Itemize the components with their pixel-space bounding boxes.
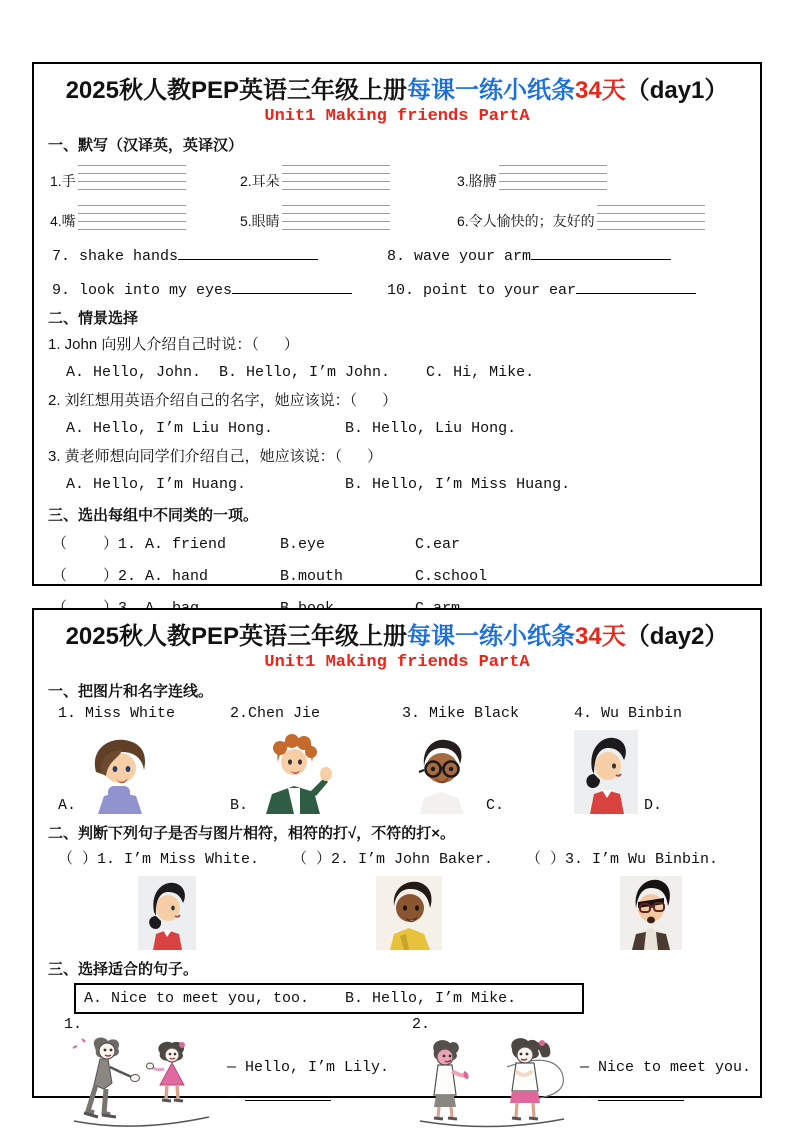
dash: — xyxy=(580,1089,590,1106)
question-options: A. Hello, I’m Huang. B. Hello, I’m Miss Huang. xyxy=(66,476,571,493)
section2-heading: 二、情景选择 xyxy=(48,310,139,327)
dictation-label: 5.眼睛 xyxy=(240,213,280,229)
person-glasses-vest-image xyxy=(620,876,682,950)
unit-subtitle: Unit1 Making friends PartA xyxy=(264,653,530,672)
question-stem: 3. 黄老师想向同学们介绍自己，她应该说：（ ） xyxy=(48,448,383,465)
judge-image-2 xyxy=(300,876,518,950)
dictation-item xyxy=(457,205,757,231)
section3-heading: 三、选出每组中不同类的一项。 xyxy=(48,507,259,524)
portrait-cell-b xyxy=(230,732,402,814)
question-options: A. Hello, I’m Liu Hong. B. Hello, Liu Hong. xyxy=(66,420,517,437)
answer-blank[interactable] xyxy=(245,1086,331,1101)
dictation-en-label: 8. wave your arm xyxy=(387,248,532,265)
match-name: 4. Wu Binbin xyxy=(574,705,683,722)
man-greeting-girl-scene-image xyxy=(64,1033,219,1133)
four-line-writing-blank[interactable] xyxy=(499,165,607,191)
odd-one-out-row: （ ）1. A. friend B.eye C.ear xyxy=(52,536,461,553)
dictation-item xyxy=(50,205,240,231)
dialog-1 xyxy=(64,1016,412,1133)
answer-blank[interactable] xyxy=(178,245,318,260)
dialog-row xyxy=(64,1016,760,1133)
unit-subtitle: Unit1 Making friends PartA xyxy=(264,107,530,126)
judge-items-row xyxy=(58,847,760,868)
dictation-en-item xyxy=(387,245,671,265)
portrait-label: C. xyxy=(486,797,505,814)
title-part-blue: 每课一练小纸条 xyxy=(407,77,575,104)
portrait-teacher-orange-hair-image xyxy=(254,732,340,814)
title-part-blue: 每课一练小纸条 xyxy=(407,623,575,650)
dialog-lines xyxy=(227,1053,389,1113)
match-name: 1. Miss White xyxy=(58,705,176,722)
dictation-label: 6.令人愉快的；友好的 xyxy=(457,213,595,229)
dialog-number: 1. xyxy=(64,1016,83,1033)
worksheet-day2 xyxy=(32,608,762,1106)
boy-yellow-shirt-image xyxy=(376,876,442,950)
title-part-red: 34天 xyxy=(575,77,626,104)
portrait-girl-red-top-image xyxy=(574,730,638,814)
title-part-black1: 2025秋人教PEP英语三年级上册 xyxy=(65,77,407,104)
dash: — xyxy=(227,1089,237,1106)
four-line-writing-blank[interactable] xyxy=(282,205,390,231)
dictation-item xyxy=(50,165,240,191)
portrait-cell-a xyxy=(58,734,230,814)
judge-item: （ ）3. I’m Wu Binbin. xyxy=(526,851,719,868)
dictation-label: 1.手 xyxy=(50,173,76,189)
dialog-lines xyxy=(580,1053,751,1113)
four-line-writing-blank[interactable] xyxy=(78,205,186,231)
dictation-en-row-2 xyxy=(52,279,760,299)
judge-image-3 xyxy=(542,876,760,950)
dictation-item xyxy=(457,165,717,191)
title-part-red: 34天 xyxy=(575,623,626,650)
portrait-label: A. xyxy=(58,797,77,814)
answer-blank[interactable] xyxy=(531,245,671,260)
dialog-number: 2. xyxy=(412,1016,431,1033)
four-line-writing-blank[interactable] xyxy=(597,205,705,231)
dictation-label: 3.胳膊 xyxy=(457,173,497,189)
answer-blank[interactable] xyxy=(598,1086,684,1101)
judge-item: （ ）1. I’m Miss White. xyxy=(58,851,260,868)
dictation-item xyxy=(240,205,457,231)
dialog-2 xyxy=(412,1016,760,1133)
dialog-line-1: — Nice to meet you. xyxy=(580,1059,752,1076)
dictation-en-row-1 xyxy=(52,245,760,265)
worksheet-day1 xyxy=(32,62,762,586)
match-name: 2.Chen Jie xyxy=(230,705,321,722)
sentence-options-box: A. Nice to meet you, too. B. Hello, I’m Mike. xyxy=(74,983,584,1014)
four-line-writing-blank[interactable] xyxy=(78,165,186,191)
judge-item: （ ）2. I’m John Baker. xyxy=(292,851,494,868)
section3-heading: 三、选择适合的句子。 xyxy=(48,961,199,978)
dictation-en-label: 9. look into my eyes xyxy=(52,282,233,299)
section2-heading: 二、判断下列句子是否与图片相符，相符的打√，不符的打×。 xyxy=(48,825,455,842)
four-line-writing-blank[interactable] xyxy=(282,165,390,191)
dialog-line-2 xyxy=(580,1083,751,1113)
dialog-line-1: — Hello, I’m Lily. xyxy=(227,1059,390,1076)
section1-heading: 一、把图片和名字连线。 xyxy=(48,683,214,700)
matching-portraits-row xyxy=(58,730,760,814)
question-options: A. Hello, John. B. Hello, I’m John. C. Hi, Mike. xyxy=(66,364,535,381)
dictation-en-item xyxy=(52,245,387,265)
dictation-row-1 xyxy=(50,165,760,191)
judge-images-row xyxy=(34,876,760,950)
boy-and-girl-talking-scene-image xyxy=(412,1033,572,1133)
title-part-black2: （day2） xyxy=(625,623,729,650)
title-part-black2: （day1） xyxy=(625,77,729,104)
portrait-label: D. xyxy=(644,797,663,814)
judge-image-1 xyxy=(58,876,276,950)
answer-blank[interactable] xyxy=(576,279,696,294)
dictation-en-label: 7. shake hands xyxy=(52,248,179,265)
dialog-line-2 xyxy=(227,1083,389,1113)
worksheet-title-day1 xyxy=(34,70,760,105)
question-stem: 2. 刘红想用英语介绍自己的名字，她应该说：（ ） xyxy=(48,392,398,409)
answer-blank[interactable] xyxy=(232,279,352,294)
girl-red-top-image xyxy=(138,876,196,950)
portrait-label: B. xyxy=(230,797,249,814)
dictation-row-2 xyxy=(50,205,760,231)
match-name: 3. Mike Black xyxy=(402,705,520,722)
worksheet-title-day2 xyxy=(34,616,760,651)
odd-one-out-row: （ ）2. A. hand B.mouth C.school xyxy=(52,568,488,585)
title-part-black1: 2025秋人教PEP英语三年级上册 xyxy=(65,623,407,650)
dictation-item xyxy=(240,165,457,191)
question-stem: 1. John 向别人介绍自己时说：（ ） xyxy=(48,336,299,353)
section1-heading: 一、默写（汉译英，英译汉） xyxy=(48,137,244,154)
dictation-en-label: 10. point to your ear xyxy=(387,282,577,299)
matching-names-row xyxy=(58,705,760,722)
dictation-label: 4.嘴 xyxy=(50,213,76,229)
dictation-en-item xyxy=(52,279,387,299)
portrait-cell-d xyxy=(574,730,746,814)
portrait-cell-c xyxy=(402,734,574,814)
portrait-boy-brown-hair-image xyxy=(82,734,156,814)
dictation-label: 2.耳朵 xyxy=(240,173,280,189)
dictation-en-item xyxy=(387,279,696,299)
portrait-boy-glasses-image xyxy=(402,734,480,814)
